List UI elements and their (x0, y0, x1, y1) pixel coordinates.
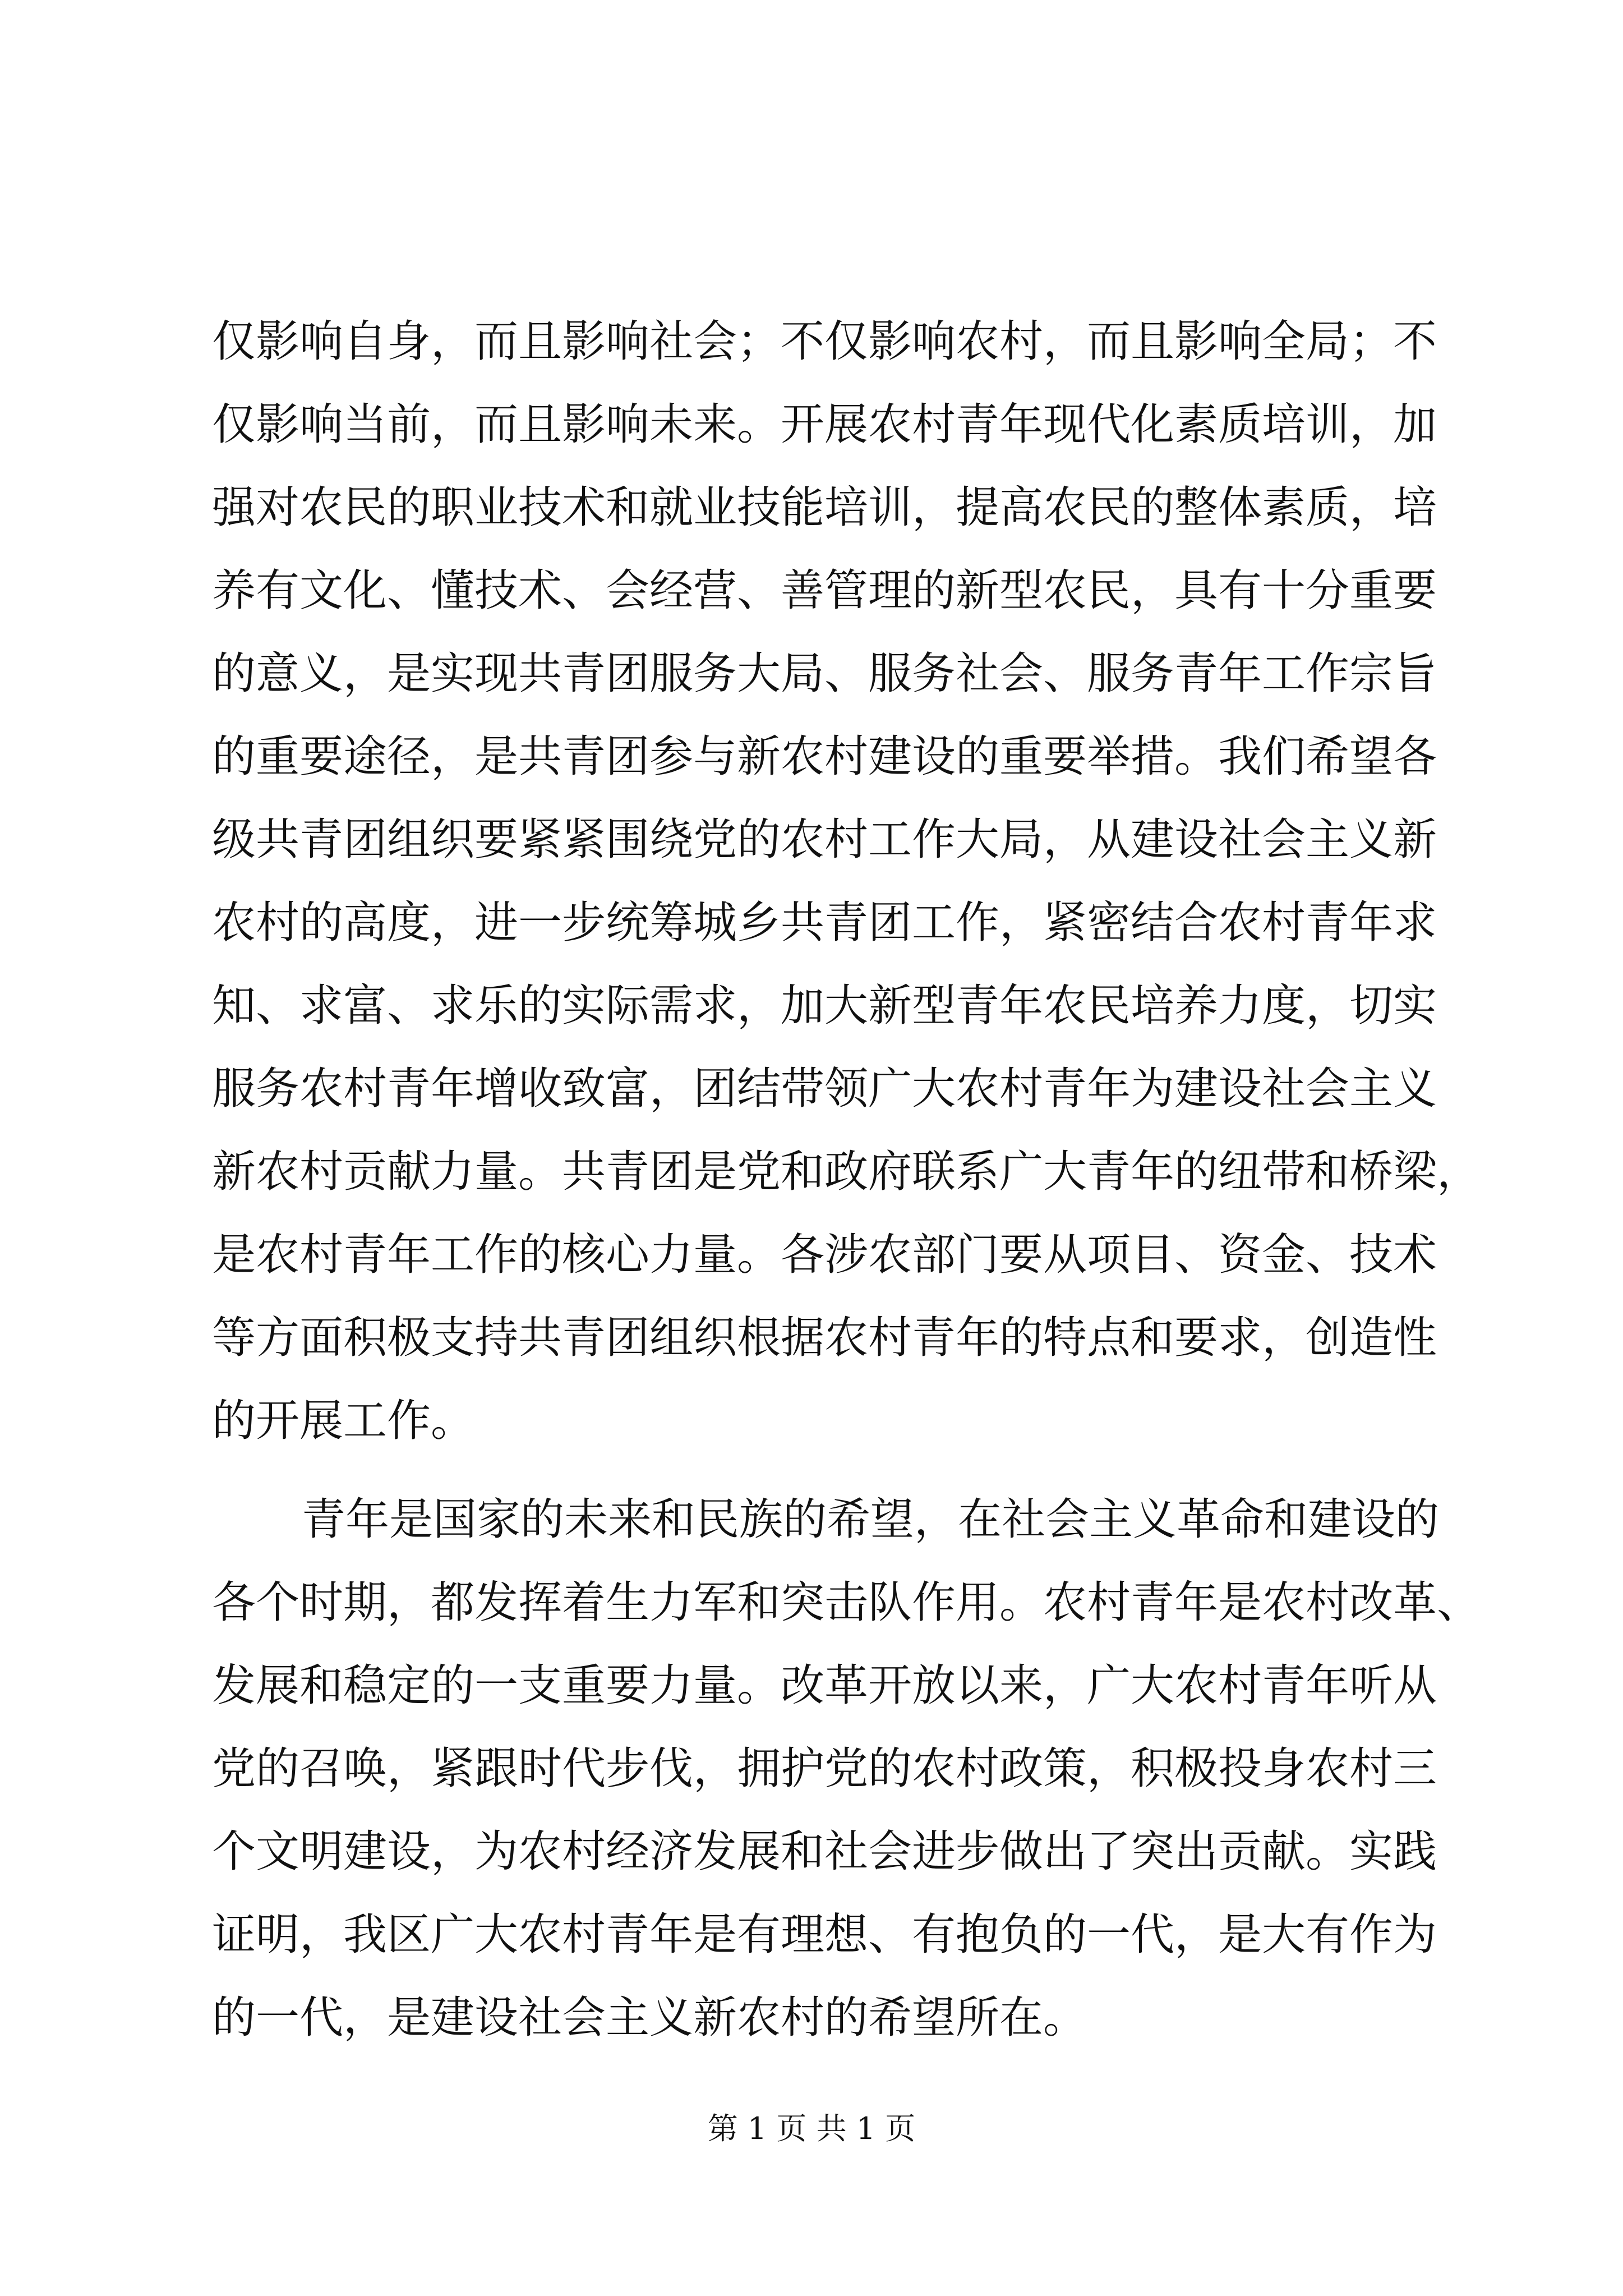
text-line: 的重要途径，是共青团参与新农村建设的重要举措。我们希望各 (212, 731, 1437, 782)
text-line: 的开展工作。 (212, 1396, 475, 1446)
text-line: 服务农村青年增收致富，团结带领广大农村青年为建设社会主义 (212, 1064, 1437, 1114)
text-line: 的一代，是建设社会主义新农村的希望所在。 (212, 1993, 1087, 2043)
text-line: 强对农民的职业技术和就业技能培训，提高农民的整体素质，培 (212, 482, 1437, 533)
text-line: 仅影响当前，而且影响未来。开展农村青年现代化素质培训，加 (212, 399, 1437, 450)
text-line: 是农村青年工作的核心力量。各涉农部门要从项目、资金、技术 (212, 1230, 1437, 1280)
text-line: 新农村贡献力量。共青团是党和政府联系广大青年的纽带和桥梁， (212, 1147, 1481, 1197)
text-line: 的意义，是实现共青团服务大局、服务社会、服务青年工作宗旨 (212, 648, 1437, 699)
text-line: 仅影响自身，而且影响社会；不仅影响农村，而且影响全局；不 (212, 316, 1437, 367)
text-line: 各个时期，都发挥着生力军和突击队作用。农村青年是农村改革、 (212, 1577, 1481, 1628)
text-line: 青年是国家的未来和民族的希望，在社会主义革命和建设的 (302, 1494, 1440, 1545)
document-body (212, 300, 1481, 2059)
text-line: 级共青团组织要紧紧围绕党的农村工作大局，从建设社会主义新 (212, 815, 1437, 865)
text-line: 发展和稳定的一支重要力量。改革开放以来，广大农村青年听从 (212, 1660, 1437, 1711)
paragraph-1 (212, 300, 1481, 1462)
page-number-footer: 第 1 页 共 1 页 (707, 2111, 916, 2146)
text-line: 养有文化、懂技术、会经营、善管理的新型农民，具有十分重要 (212, 565, 1437, 616)
text-line: 证明，我区广大农村青年是有理想、有抱负的一代，是大有作为 (212, 1910, 1437, 1960)
text-line: 个文明建设，为农村经济发展和社会进步做出了突出贡献。实践 (212, 1826, 1437, 1877)
text-line: 党的召唤，紧跟时代步伐，拥护党的农村政策，积极投身农村三 (212, 1743, 1437, 1794)
paragraph-2 (212, 1478, 1481, 2059)
text-line: 农村的高度，进一步统筹城乡共青团工作，紧密结合农村青年求 (212, 898, 1437, 948)
text-line: 知、求富、求乐的实际需求，加大新型青年农民培养力度，切实 (212, 981, 1437, 1031)
text-line: 等方面积极支持共青团组织根据农村青年的特点和要求，创造性 (212, 1313, 1437, 1363)
paragraph-spacer (212, 1462, 1418, 1478)
